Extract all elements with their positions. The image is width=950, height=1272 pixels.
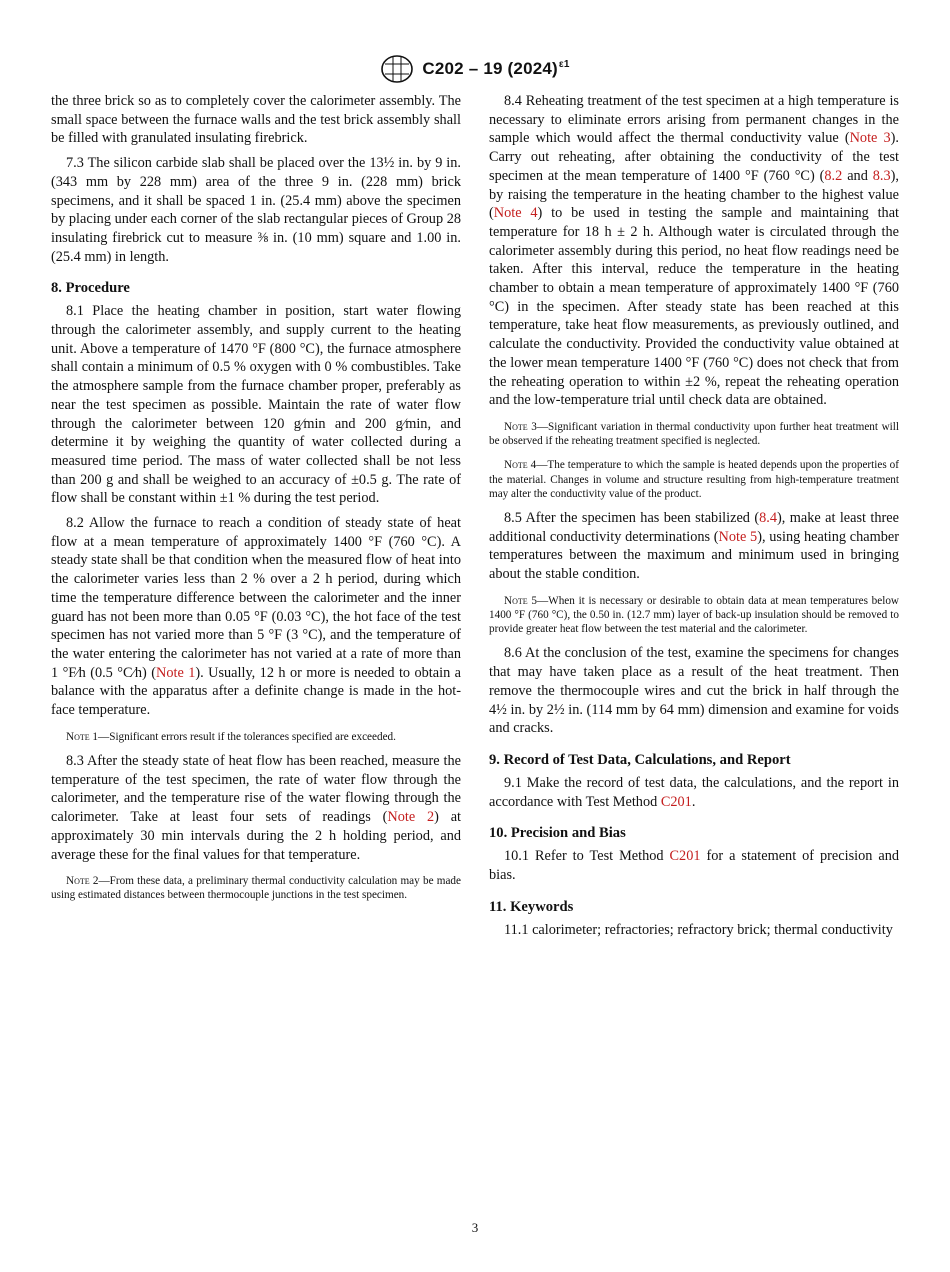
- paragraph-continued: the three brick so as to completely cover the calorimeter assembly. The small space between the furnace walls and the test brick assembly shall be filled with granulated insulating firebrick.: [51, 93, 461, 147]
- paragraph-10-1: 10.1 Refer to Test Method C201 for a statement of precision and bias.: [489, 848, 899, 884]
- link-section-8-3[interactable]: 8.3: [872, 167, 891, 184]
- note-2: Note 2—From these data, a preliminary thermal conductivity calculation may be made using estimated distances between thermocouple junctions in the test specimen.: [51, 875, 461, 902]
- link-note-1[interactable]: Note 1: [156, 664, 196, 681]
- section-11-heading: 11. Keywords: [489, 898, 574, 915]
- paragraph-8-1: 8.1 Place the heating chamber in position, start water flowing through the calorimeter assembly, and supply current to the heating unit. Above a temperature of 1470 °F (800 °C), the furnace atmosphere shall contain a minimum of 0.5 % oxygen with 0 % combustibles. Take the atmosphere sample from the furnace chamber proper, preferably as near the test specimen as possible. Maintain the rate of water flow through the calorimeter between 120 g⁄min and 200 g⁄min, and determine it by weighing the quantity of water collected during a measured time period. The mass of water collected shall be not less than 200 g and shall be weighed to an accuracy of ±0.5 g. The rate of flow shall be constant within ±1 % during the test period.: [51, 303, 461, 507]
- paragraph-7-3: 7.3 The silicon carbide slab shall be placed over the 13½ in. by 9 in. (343 mm by 228 mm) area of the three 9 in. (228 mm) brick specimens, and it shall be spaced 1 in. (25.4 mm) above the specimen by placing under each corner of the slab rectangular pieces of Group 28 insulating firebrick cut to measure ⅜ in. (10 mm) square and 1.00 in. (25.4 mm) in length.: [51, 155, 461, 265]
- note-1: Note 1—Significant errors result if the tolerances specified are exceeded.: [66, 730, 396, 743]
- paragraph-8-4: 8.4 Reheating treatment of the test specimen at a high temperature is necessary to eliminate errors arising from permanent changes in the sample which would affect the thermal conductivity value (Note 3). Carry out reheating, after obtaining the conductivity of the test specimen at the mean temperature of 1400 °F (760 °C) (8.2 and 8.3), by raising the temperature in the heating chamber to the highest value (Note 4) to be used in testing the sample and maintaining that temperature for 18 h ± 2 h. Although water is circulated through the calorimeter assembly during this period, no heat flow readings need be taken. After this interval, reduce the temperature in the heating chamber to obtain a mean temperature of approximately 1400 °F (760 °C) in the specimen. After steady state has been reached at this temperature, take heat flow measurements, as previously outlined, and calculate the conductivity. Provided the conductivity value obtained at the lower mean temperature 1400 °F (760 °C) does not check that from the reheating operation to within ±2 %, repeat the reheating operation and the low-temperature trial until check data are obtained.: [489, 93, 900, 409]
- link-section-8-2[interactable]: 8.2: [824, 167, 843, 184]
- right-column: [489, 92, 899, 945]
- section-10-heading: 10. Precision and Bias: [489, 825, 626, 842]
- link-note-4[interactable]: Note 4: [493, 205, 538, 222]
- link-section-8-4[interactable]: 8.4: [759, 509, 777, 526]
- epsilon-superscript: ε1: [558, 59, 570, 71]
- astm-logo: [380, 54, 414, 84]
- note-3: Note 3—Significant variation in thermal conductivity upon further heat treatment will be observed if the reheating treatment specified is neglected.: [489, 420, 899, 448]
- page-number: 3: [471, 1220, 479, 1235]
- note-5: Note 5—When it is necessary or desirable to obtain data at mean temperatures below 1400 °F (760 °C), the 0.50 in. (12.7 mm) layer of back-up insulation should be removed to provide greater heat flow between the test material and the calorimeter.: [489, 594, 899, 636]
- paragraph-11-1: 11.1 calorimeter; refractories; refractory brick; thermal conductivity: [504, 921, 893, 938]
- link-note-3[interactable]: Note 3: [849, 130, 891, 147]
- left-column: [51, 92, 461, 911]
- paragraph-8-2: 8.2 Allow the furnace to reach a condition of steady state of heat flow at a mean temperature of approximately 1400 °F (760 °C). A steady state shall be that condition when the measured flow of heat into the calorimeter varies less than 2 % over a 2 h period, during which time the temperature difference between the calorimeter and the inner guard has not been more than 0.05 °F (0.03 °C), the hot face of the test specimen has not varied more than 5 °F (3 °C), and the temperature of the water entering the calorimeter has not varied at a rate of more than 1 °F⁄h (0.5 °C⁄h) (Note 1). Usually, 12 h or more is needed to obtain a balance with the apparatus after a definite change is made in the hot-face temperature.: [51, 515, 462, 719]
- link-note-5[interactable]: Note 5: [718, 528, 758, 545]
- paragraph-8-3: 8.3 After the steady state of heat flow has been reached, measure the temperature of the test specimen, the rate of water flow through the calorimeter, and the temperature rise of the water flowing through the calorimeter. Take at least four sets of readings (Note 2) at approximately 30 min intervals during the 2 h holding period, and average these for the final values for that temperature.: [51, 753, 462, 863]
- document-designation: C202 – 19 $(2024)^{\varepsilon 1}$: [422, 59, 570, 78]
- paragraph-8-5: 8.5 After the specimen has been stabilized (8.4), make at least three additional conductivity determinations (Note 5), using heating chamber temperatures between the maximum and minimum used in bringing about the stable condition.: [489, 509, 900, 583]
- page-header: [0, 52, 950, 86]
- link-c201[interactable]: C201: [669, 848, 701, 865]
- note-4: Note 4—The temperature to which the sample is heated depends upon the properties of the material. Changes in volume and structure resulting from high-temperature treatment may alter the conductivity value of the product.: [489, 459, 899, 500]
- link-c201[interactable]: C201: [660, 793, 692, 810]
- link-note-2[interactable]: Note 2: [387, 809, 435, 826]
- section-9-heading: 9. Record of Test Data, Calculations, and Report: [489, 751, 791, 768]
- paragraph-9-1: 9.1 Make the record of test data, the calculations, and the report in accordance with Test Method C201.: [489, 774, 899, 810]
- paragraph-8-6: 8.6 At the conclusion of the test, examine the specimens for changes that may have taken place as a result of the heat treatment. Then remove the thermocouple wires and cut the brick in half through the 4½ in. by 2½ in. (114 mm by 64 mm) dimension and examine for voids and cracks.: [489, 645, 899, 737]
- section-8-heading: 8. Procedure: [51, 280, 130, 297]
